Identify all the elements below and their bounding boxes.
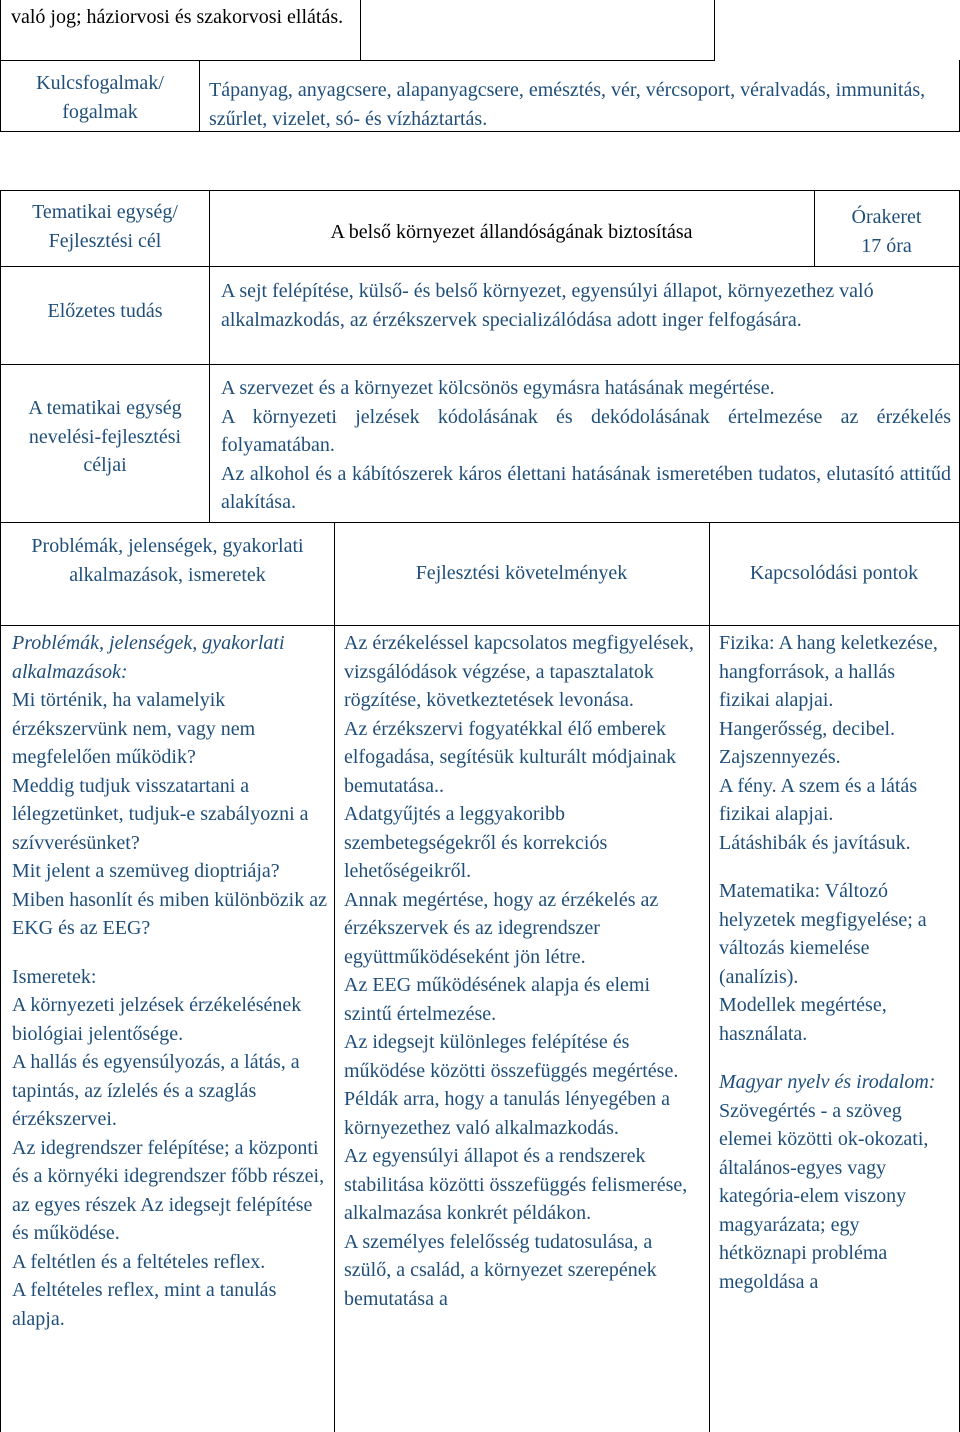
col3-physics-item: A hang keletkezése, hangforrások, a hallás fizikai alapjai.: [719, 632, 938, 711]
goal-item: Az alkohol és a kábítószerek káros élettani hatásának ismeretében tudatos, elutasító attitűd alakítása.: [221, 462, 951, 513]
col2-item: Az idegsejt különleges felépítése és működése közötti összefüggés megértése.: [344, 1031, 679, 1082]
col3-physics-item: Hangerősség, decibel. Zajszennyezés.: [719, 717, 896, 768]
goal-item: A szervezet és a környezet kölcsönös egymásra hatásának megértése.: [221, 377, 775, 399]
col1-problem-item: Meddig tudjuk visszatartani a lélegzetünket, tudjuk-e szabályozni a szívverésünket?: [12, 774, 309, 854]
key-label-text: Kulcsfogalmak/ fogalmak: [36, 72, 164, 123]
col2-item: Az EEG működésének alapja és elemi szintű értelmezése.: [344, 974, 650, 1025]
col1-header: Problémák, jelenségek, gyakorlati alkalmazások, ismeretek: [31, 535, 304, 586]
col2-item: A személyes felelősség tudatosulása, a szülő, a család, a környezet szerepének bemutatása a: [344, 1230, 657, 1310]
unit-label: Tematikai egység/ Fejlesztési cél: [32, 201, 178, 252]
col1-problems-heading: Problémák, jelenségek, gyakorlati alkalmazások:: [12, 632, 285, 683]
col3-math-item: Változó helyzetek megfigyelése; a változás kiemelése (analízis).: [719, 880, 927, 988]
col3-math-item: Modellek megértése, használata.: [719, 994, 887, 1045]
goals-text-cell: [209, 364, 960, 523]
prior-label-cell: [0, 266, 210, 365]
col3-header-cell: [709, 522, 960, 626]
top-row1-left-cell: [0, 0, 361, 61]
col1-knowledge-item: A feltételes reflex, mint a tanulás alapja.: [12, 1279, 277, 1330]
goals-label-cell: [0, 364, 210, 523]
goals-label: A tematikai egység nevelési-fejlesztési céljai: [28, 397, 182, 476]
col1-knowledge-item: Az idegrendszer felépítése; a központi és a környéki idegrendszer főbb részei, az egyes részek Az idegsejt felépítése és működése.: [12, 1136, 325, 1244]
col2-item: Példák arra, hogy a tanulás lényegében a környezethez való alkalmazkodás.: [344, 1088, 670, 1139]
col3-spacer: [719, 1048, 951, 1068]
hours-label: Órakeret: [851, 206, 922, 228]
goal-item: A környezeti jelzések kódolásának és dekódolásának értelmezése az érzékelés folyamatában.: [221, 405, 951, 456]
col2-item: Az érzékszervi fogyatékkal élő emberek elfogadása, segítésük kulturált módjainak bemutatása..: [344, 717, 677, 797]
col1-knowledge-heading: Ismeretek:: [12, 965, 97, 988]
col2-item: Az érzékeléssel kapcsolatos megfigyelések, vizsgálódások végzése, a tapasztalatok rögzítése, következtetések levonása.: [344, 632, 694, 711]
col1-problem-item: Mit jelent a szemüveg dioptriája?: [12, 860, 280, 882]
prior-text: A sejt felépítése, külső- és belső környezet, egyensúlyi állapot, környezethez való alkalmazkodás, az érzékszervek specializálódása adott inger felfogására.: [221, 280, 874, 331]
col3-physics-subject: Fizika:: [719, 632, 775, 654]
unit-title: A belső környezet állandóságának biztosítása: [330, 221, 693, 243]
col3-math-first: [719, 877, 951, 991]
prior-text-cell: [209, 266, 960, 365]
hours-cell: [814, 190, 960, 267]
col1-spacer: [12, 943, 328, 963]
col2-item: Az egyensúlyi állapot és a rendszerek stabilitása közötti összefüggés felismerése, alkalmazása konkrét példákon.: [344, 1145, 688, 1224]
col2-body-cell: [334, 625, 710, 1432]
col3-lit-subject: Magyar nyelv és irodalom:: [719, 1071, 936, 1093]
col3-physics-item: Látáshibák és javításuk.: [719, 831, 911, 854]
prior-label: Előzetes tudás: [47, 300, 163, 322]
key-text-cell: [199, 60, 960, 132]
col3-physics-item: A fény. A szem és a látás fizikai alapjai.: [719, 774, 918, 825]
col1-knowledge-item: A feltétlen és a feltételes reflex.: [12, 1250, 266, 1273]
top-row1-right-cell: [359, 0, 715, 61]
col2-item: Annak megértése, hogy az érzékelés az érzékszervek és az idegrendszer együttműködéseként jön létre.: [344, 888, 659, 968]
col1-knowledge-item: A környezeti jelzések érzékelésének biológiai jelentősége.: [12, 994, 302, 1045]
col3-body-cell: [709, 625, 960, 1432]
key-label-cell: [0, 60, 200, 132]
col1-problem-item: Miben hasonlít és miben különbözik az EKG és az EEG?: [12, 888, 327, 939]
col3-header: Kapcsolódási pontok: [749, 562, 919, 584]
col1-problem-item: Mi történik, ha valamelyik érzékszervünk nem, vagy nem megfelelően működik?: [12, 689, 256, 768]
col2-item: Adatgyűjtés a leggyakoribb szembetegségekről és korrekciós lehetőségeikről.: [344, 803, 608, 882]
top-row1-left-text: való jog; háziorvosi és szakorvosi ellátás.: [11, 6, 344, 28]
col1-header-cell: [0, 522, 335, 626]
col3-physics-first: [719, 629, 951, 715]
col2-header: Fejlesztési követelmények: [415, 562, 628, 584]
col3-lit-text: Szövegértés - a szöveg elemei közötti ok-okozati, általános-egyes vagy kategória-elem viszony magyarázata; egy hétköznapi probléma megoldása a: [719, 1099, 929, 1293]
col1-body-cell: [0, 625, 335, 1432]
col1-knowledge-item: A hallás és egyensúlyozás, a látás, a tapintás, az ízlelés és a szaglás érzékszervei.: [12, 1051, 300, 1130]
key-text: Tápanyag, anyagcsere, alapanyagcsere, emésztés, vér, vércsoport, véralvadás, immunitás, szűrlet, vizelet, só- és vízháztartás.: [209, 79, 926, 130]
col3-spacer: [719, 857, 951, 877]
unit-label-cell: [0, 190, 210, 267]
col3-math-subject: Matematika:: [719, 880, 821, 902]
col2-header-cell: [334, 522, 710, 626]
hours-value: 17 óra: [861, 234, 912, 257]
col3-lit-block: [719, 1068, 951, 1296]
unit-title-cell: [209, 190, 815, 267]
